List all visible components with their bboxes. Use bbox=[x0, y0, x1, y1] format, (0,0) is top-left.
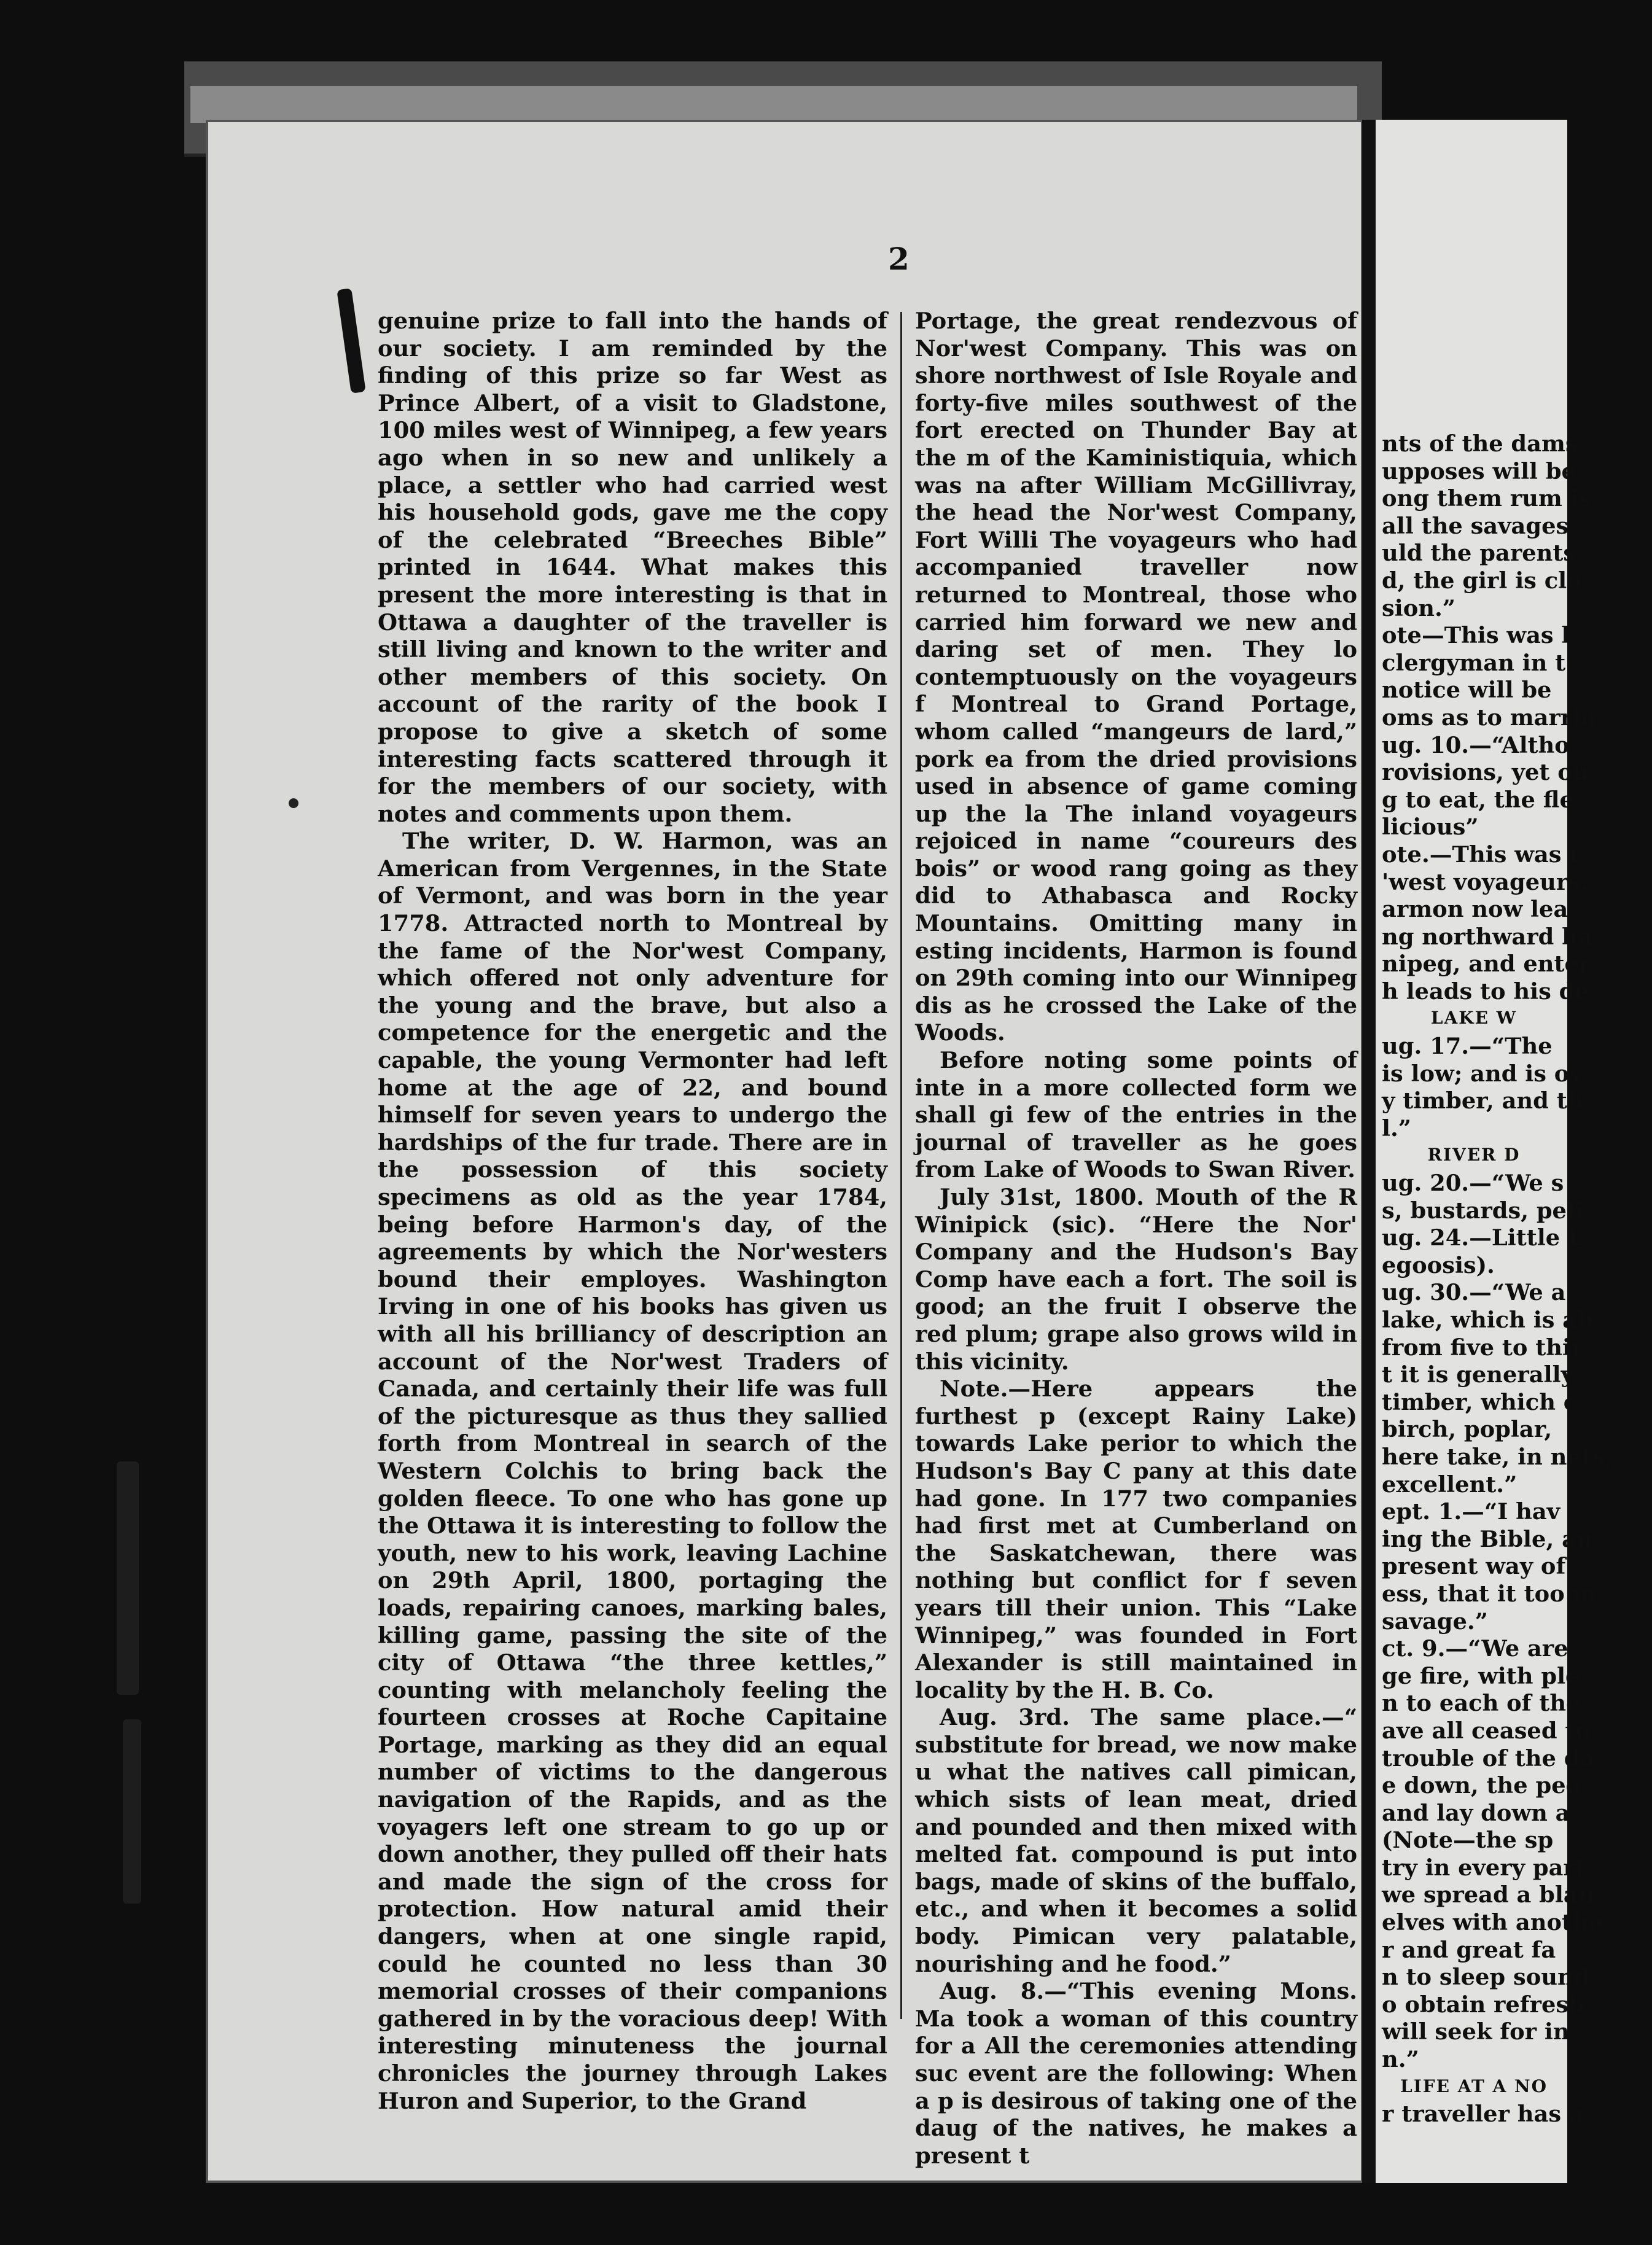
facing-page-line: s, bustards, peli bbox=[1382, 1196, 1584, 1224]
middle-column bbox=[915, 307, 1357, 2169]
facing-page-line: and lay down a bbox=[1382, 1799, 1570, 1826]
facing-page-line: lake, which is ab bbox=[1382, 1306, 1593, 1333]
facing-page-line: nts of the dams bbox=[1382, 430, 1578, 457]
page-tab bbox=[123, 1719, 141, 1904]
facing-page-line: ug. 30.—“We a bbox=[1382, 1278, 1566, 1306]
facing-page-line: egoosis). bbox=[1382, 1251, 1495, 1278]
column-rule bbox=[900, 312, 902, 2019]
facing-page-line: d, the girl is clo bbox=[1382, 566, 1582, 594]
page-stack-edge-light bbox=[190, 86, 1357, 123]
facing-page-text bbox=[1382, 430, 1652, 2128]
facing-page-line: elves with anothe bbox=[1382, 1908, 1603, 1936]
facing-page-line: ug. 20.—“We s bbox=[1382, 1169, 1564, 1197]
facing-page-line: uld the parents bbox=[1382, 539, 1576, 567]
paragraph: The writer, D. W. Harmon, was an American from Vergennes, in the State of Vermont, and was born in the year 1778. Attracted north to Montreal by the fame of the Nor'west Company, which offered not only adventure for the young and the brave, but also a competence for the energetic and the capable, the young Vermonter had left home at the age of 22, and bound himself for seven years to undergo the hardships of the fur trade. There are in the possession of this society specimens as old as the year 1784, being before Harmon's day, of the agreements by which the Nor'westers bound their employes. Washington Irving in one of his books has given us with all his brilliancy of description an account of the Nor'west Traders of Canada, and certainly their life was full of the picturesque as thus they sallied forth from Montreal in search of the Western Colchis to bring back the golden fleece. To one who has gone up the Ottawa it is interesting to follow the youth, new to his work, leaving Lachine on 29th April, 1800, portaging the loads, repairing canoes, marking bales, killing game, passing the site of the city of Ottawa “the three kettles,” counting with melancholy feeling the fourteen crosses at Roche Capitaine Portage, marking as they did an equal number of victims to the dangerous navigation of the Rapids, and as the voyagers left one stream to go up or down another, they pulled off their hats and made the sign of the cross for protection. How natural amid their dangers, when at one single rapid, could he counted no less than 30 memorial crosses of their companions gathered in by the voracious deep! With interesting minuteness the journal chronicles the journey through Lakes Huron and Superior, to the Grand bbox=[378, 827, 887, 2114]
paragraph: Aug. 3rd. The same place.—“ substitute for bread, we now make u what the natives call pimican, which sists of lean meat, dried and pounded and then mixed with melted fat. compound is put into bags, made of skins of the buffalo, etc., and when it becomes a solid body. Pimican very palatable, nourishing and he food.” bbox=[915, 1703, 1357, 1977]
facing-page-line: ave all ceased to bbox=[1382, 1716, 1591, 1744]
facing-page-line: ong them rum is bbox=[1382, 484, 1592, 512]
facing-page-line: ct. 9.—“We are bbox=[1382, 1635, 1568, 1662]
facing-page-line: ess, that it too m bbox=[1382, 1579, 1597, 1607]
facing-page-line: n.” bbox=[1382, 2045, 1419, 2073]
facing-page-line: ote.—This was r bbox=[1382, 840, 1581, 868]
facing-page-line: nipeg, and enter bbox=[1382, 950, 1591, 978]
facing-page bbox=[1376, 120, 1613, 2183]
left-column bbox=[378, 307, 887, 2114]
facing-page-line: h leads to his de bbox=[1382, 977, 1589, 1005]
facing-page-line: ng northward ha bbox=[1382, 922, 1593, 950]
facing-page-line: licious” bbox=[1382, 813, 1479, 841]
facing-page-line: o obtain refresh bbox=[1382, 1990, 1585, 2018]
facing-page-line: birch, poplar, bbox=[1382, 1415, 1553, 1443]
paragraph: Note.—Here appears the furthest p (except Rainy Lake) towards Lake perior to which the Hudson's Bay C pany at this date had gone. In 177 two companies had first met at Cumberland on the Saskatchewan, there was nothing but conflict for f seven years till their union. This “Lake Winnipeg,” was founded in Fort Alexander is still maintained in locality by the H. B. Co. bbox=[915, 1375, 1357, 1703]
facing-page-line: will seek for in bbox=[1382, 2018, 1570, 2045]
paragraph: genuine prize to fall into the hands of our society. I am reminded by the finding of this prize so far West as Prince Albert, of a visit to Gladstone, 100 miles west of Winnipeg, a few years ago when in so new and unlikely a place, a settler who had carried west his household gods, gave me the copy of the celebrated “Breeches Bible” printed in 1644. What makes this present the more interesting is that in Ottawa a daughter of the traveller is still living and known to the writer and other members of this society. On account of the rarity of the book I propose to give a sketch of some interesting facts scattered through it for the members of our society, with notes and comments upon them. bbox=[378, 307, 887, 827]
facing-page-line: RIVER D bbox=[1427, 1145, 1521, 1165]
facing-page-line: r traveller has a bbox=[1382, 2100, 1584, 2128]
facing-page-line: e down, the peo bbox=[1382, 1772, 1581, 1799]
facing-page-line: from five to thir bbox=[1382, 1333, 1583, 1361]
facing-page-line: t it is generally bbox=[1382, 1361, 1574, 1388]
facing-page-line: rovisions, yet ou bbox=[1382, 758, 1589, 786]
facing-page-line: present way of bbox=[1382, 1552, 1566, 1580]
facing-page-line: all the savages bbox=[1382, 512, 1569, 539]
ink-spot bbox=[289, 798, 298, 808]
facing-page-line: ug. 17.—“The bbox=[1382, 1032, 1553, 1060]
facing-page-line: (Note—the sp bbox=[1382, 1826, 1554, 1854]
facing-page-line: y timber, and th bbox=[1382, 1087, 1584, 1115]
facing-page-line: ug. 24.—Little L bbox=[1382, 1224, 1584, 1251]
facing-page-line: LAKE W bbox=[1430, 1008, 1518, 1029]
facing-page-line: ug. 10.—“Altho bbox=[1382, 731, 1570, 758]
facing-page-line: here take, in nets, bbox=[1382, 1442, 1613, 1470]
paragraph: Portage, the great rendezvous of Nor'west Company. This was on shore northwest of Isle Royale and forty-five miles southwest of the fort erected on Thunder Bay at the m of the Kaministiquia, which was na after William McGillivray, the head the Nor'west Company, Fort Willi The voyageurs who had accompanied traveller now returned to Montreal, those who carried him forward we new and daring set of men. They lo contemptuously on the voyageurs f Montreal to Grand Portage, whom called “mangeurs de lard,” pork ea from the dried provisions used in absence of game coming up the la The inland voyageurs rejoiced in name “coureurs des bois” or wood rang going as they did to Athabasca and Rocky Mountains. Omitting many in esting incidents, Harmon is found on 29th coming into our Winnipeg dis as he crossed the Lake of the Woods. bbox=[915, 307, 1357, 1046]
facing-page-line: excellent.” bbox=[1382, 1470, 1518, 1498]
facing-page-line: clergyman in t bbox=[1382, 648, 1566, 676]
facing-page-line: ote—This was l bbox=[1382, 621, 1570, 649]
facing-page-line: 'west voyageurs. bbox=[1382, 868, 1589, 895]
facing-page-line: l.” bbox=[1382, 1114, 1411, 1142]
facing-page-line: trouble of the da bbox=[1382, 1744, 1595, 1772]
facing-page-line: ept. 1.—“I hav bbox=[1382, 1498, 1560, 1525]
facing-page-line: notice will be bbox=[1382, 676, 1552, 704]
facing-page-line: ing the Bible, an bbox=[1382, 1525, 1593, 1552]
facing-page-line: try in every part bbox=[1382, 1853, 1586, 1881]
facing-page-line: g to eat, the fle bbox=[1382, 785, 1574, 813]
facing-page-line: r and great fa bbox=[1382, 1936, 1556, 1963]
facing-page-line: n to each of the bbox=[1382, 1689, 1581, 1717]
facing-page-line: we spread a blan bbox=[1382, 1881, 1595, 1908]
facing-page-line: sion.” bbox=[1382, 594, 1455, 621]
facing-page-line: n to sleep sound bbox=[1382, 1963, 1590, 1991]
facing-page-line: timber, which c bbox=[1382, 1388, 1578, 1415]
facing-page-line: is low; and is ov bbox=[1382, 1059, 1583, 1087]
page-number: 2 bbox=[888, 241, 910, 277]
facing-page-line: oms as to marria bbox=[1382, 703, 1596, 731]
facing-page-line: savage.” bbox=[1382, 1607, 1488, 1635]
paragraph: Before noting some points of inte in a more collected form we shall gi few of the entries in the journal of traveller as he goes from Lake of Woods to Swan River. bbox=[915, 1046, 1357, 1183]
facing-page-line: LIFE AT A NO bbox=[1400, 2076, 1548, 2096]
facing-page-line: armon now lea bbox=[1382, 895, 1568, 923]
paragraph: July 31st, 1800. Mouth of the R Winipick (sic). “Here the Nor' Company and the Hudson's Bay Comp have each a fort. The soil is good; an the fruit I observe the red plum; grape also grows wild in this vicinity. bbox=[915, 1183, 1357, 1375]
page-tab bbox=[117, 1461, 139, 1695]
facing-page-line: ge fire, with ple bbox=[1382, 1662, 1580, 1689]
facing-page-line: upposes will be bbox=[1382, 457, 1576, 484]
paragraph: Aug. 8.—“This evening Mons. Ma took a woman of this country for a All the ceremonies attending suc event are the following: When a p is desirous of taking one of the daug of the natives, he makes a present t bbox=[915, 1977, 1357, 2169]
